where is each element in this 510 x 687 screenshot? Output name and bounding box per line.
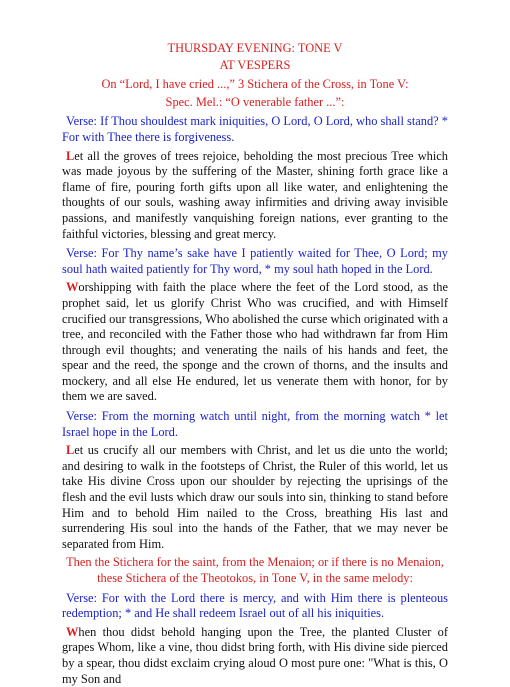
initial-letter: W bbox=[66, 624, 79, 639]
initial-letter: W bbox=[66, 280, 79, 295]
sticheron-text: et us crucify all our members with Christ, and let us die unto the world; and desiring to walk in the footsteps of Christ, the Ruler of this world, let us take His divine Cross upon our shoulder by rejecting the uprisings of the flesh and the evil lusts which draw our souls into sin, thinking to stand before Him and to behold Him nailed to the Cross, breathing His last and surrendering His soul into the hands of the Father, that we may never be separated from Him. bbox=[62, 443, 448, 551]
sticheron-2 bbox=[62, 280, 448, 405]
verse-text: If Thou shouldest mark iniquities, O Lord, O Lord, who shall stand? * For with Thee there is forgiveness. bbox=[62, 114, 448, 144]
melody-rubric: Spec. Mel.: “O venerable father ...”: bbox=[165, 94, 345, 109]
menaion-rubric: Then the Stichera for the saint, from the Menaion; or if there is no Menaion, these Stichera of the Theotokos, in Tone V, in the same melody: bbox=[66, 555, 444, 585]
service-title: THURSDAY EVENING: TONE V bbox=[167, 41, 343, 55]
verse-4 bbox=[62, 591, 448, 622]
verse-1 bbox=[62, 114, 448, 145]
verse-text: For Thy name’s sake have I patiently waited for Thee, O Lord; my soul hath waited patiently for Thy word, * my soul hath hoped in the Lord. bbox=[62, 246, 448, 276]
verse-label: Verse: bbox=[66, 590, 97, 605]
verse-label: Verse: bbox=[66, 114, 97, 129]
verse-text: For with the Lord there is mercy, and with Him there is plenteous redemption; * and He shall redeem Israel out of all his iniquities. bbox=[62, 590, 448, 621]
verse-label: Verse: bbox=[66, 246, 97, 261]
service-subtitle: AT VESPERS bbox=[219, 57, 291, 72]
verse-label: Verse: bbox=[66, 409, 97, 424]
verse-text: From the morning watch until night, from the morning watch * let Israel hope in the Lord. bbox=[62, 409, 448, 439]
stichera-rubric: On “Lord, I have cried ...,” 3 Stichera of the Cross, in Tone V: bbox=[101, 77, 409, 92]
sticheron-text: orshipping with faith the place where the feet of the Lord stood, as the prophet said, let us glorify Christ Who was crucified, and with Himself crucified our transgressions, Who abolished the curse which originated with a tree, and reconciled with the Father those who had withdrawn far from Him through evil thoughts; and venerating the nails of his hands and feet, the spear and the reed, the sponge and the crown of thorns, and the insults and mockery, and all else He endured, let us venerate them with honor, for by them we are saved. bbox=[62, 280, 448, 404]
sticheron-1 bbox=[62, 149, 448, 243]
sticheron-text: et all the groves of trees rejoice, beholding the most precious Tree which was made joyous by the suffering of the Master, shining forth grace like a flame of fire, pouring forth gifts upon all like water, and enlightening the thoughts of our souls, washing away infirmities and driving away invisible passions, and manifestly vanquishing foreign nations, ever granting to the faithful victories, blessing and great mercy. bbox=[62, 148, 448, 241]
verse-3 bbox=[62, 409, 448, 440]
sticheron-3 bbox=[62, 443, 448, 552]
verse-2 bbox=[62, 246, 448, 277]
theotokion-1 bbox=[62, 625, 448, 687]
initial-letter: L bbox=[66, 148, 75, 163]
sticheron-text: hen thou didst behold hanging upon the Tree, the planted Cluster of grapes Whom, like a vine, thou didst bring forth, with His divine side pierced by a spear, thou didst exclaim crying aloud O most pure one: "What is this, O my Son and bbox=[62, 624, 448, 686]
initial-letter: L bbox=[66, 443, 75, 458]
document-page bbox=[62, 41, 448, 687]
